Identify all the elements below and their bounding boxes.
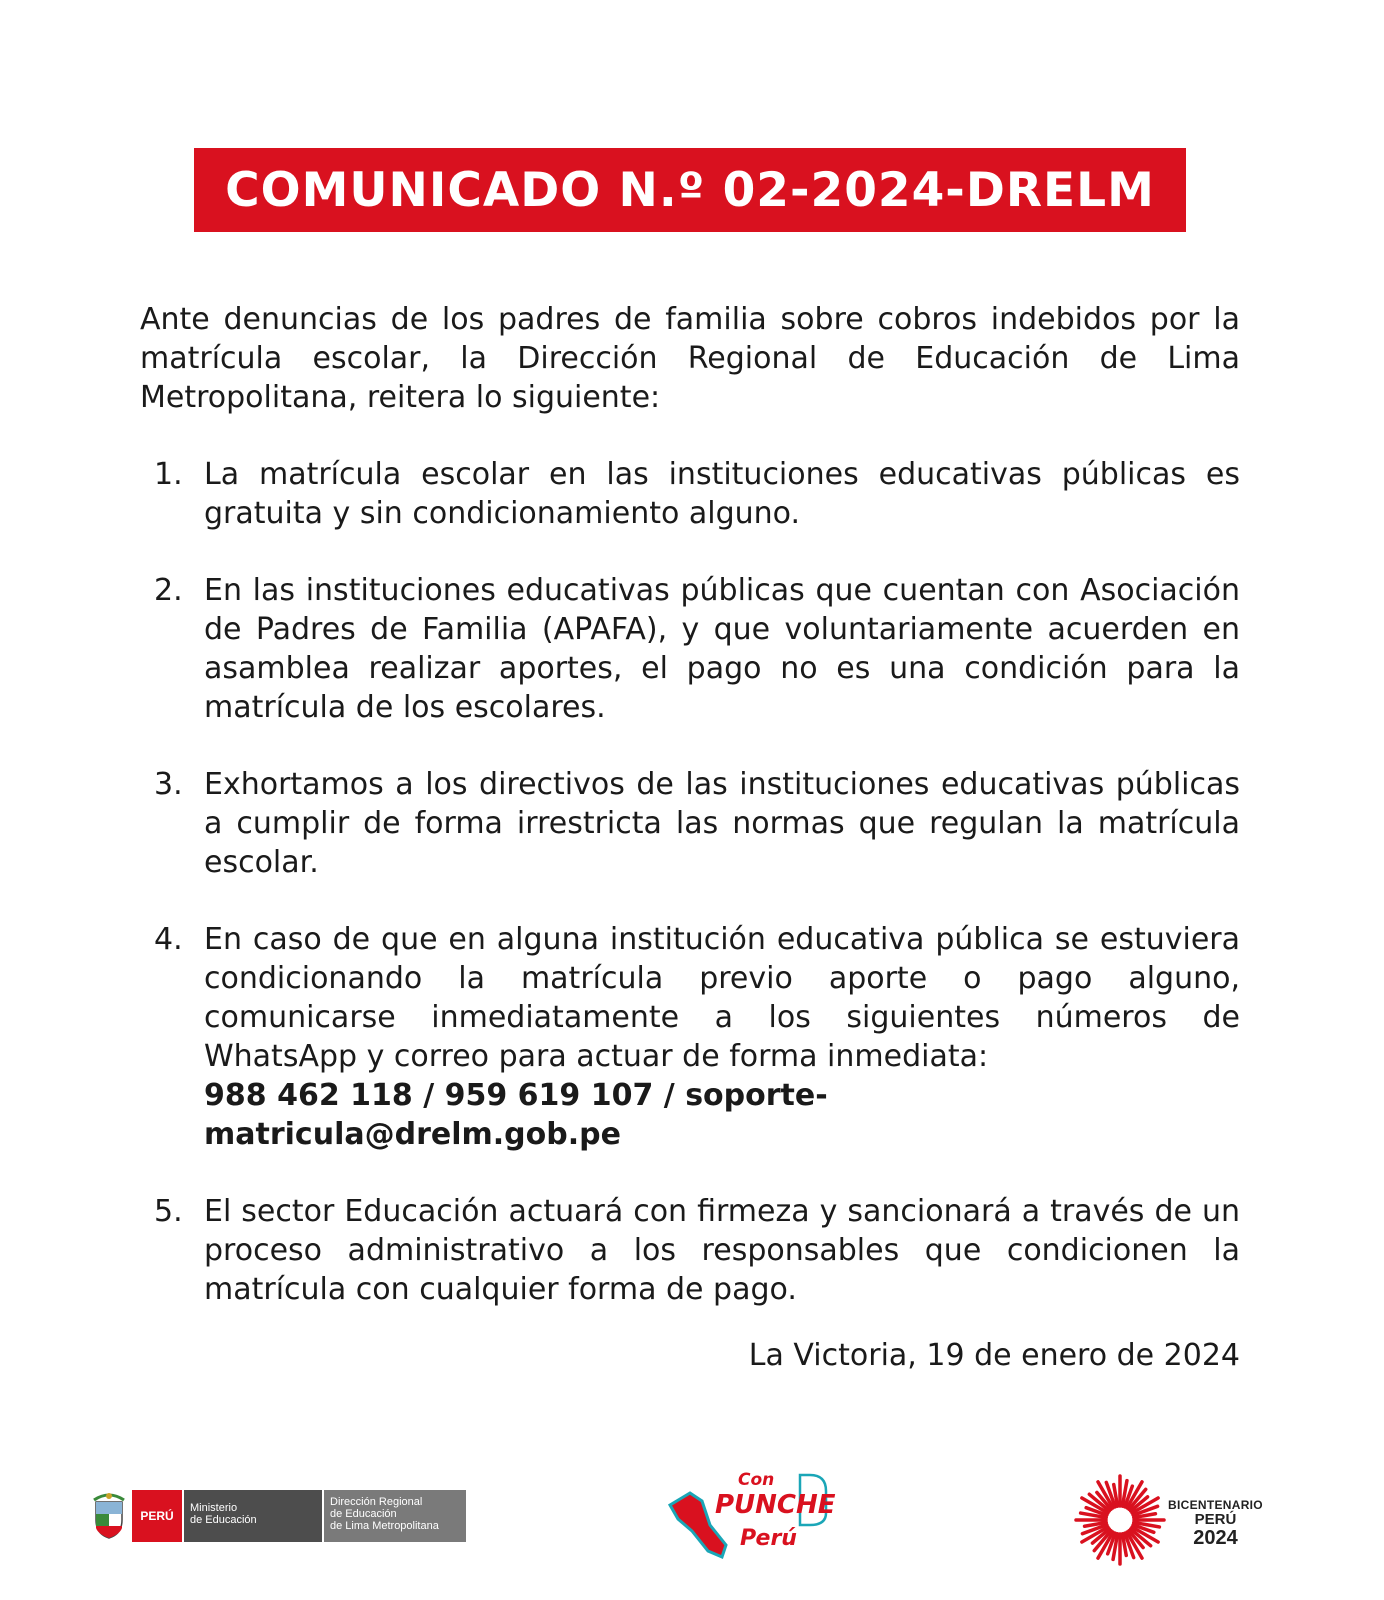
bicentenario-line: PERÚ bbox=[1194, 1511, 1237, 1528]
bicentenario-label bbox=[1168, 1498, 1263, 1548]
coat-of-arms-icon bbox=[90, 1490, 128, 1542]
punche-peru-text: Perú bbox=[740, 1526, 797, 1551]
ministry-line: de Educación bbox=[190, 1514, 257, 1526]
intro-paragraph: Ante denuncias de los padres de familia sobre cobros indebidos por la matrícula escolar, la Dirección Regional de Educación de Lima Metropolitana, reitera lo siguiente: bbox=[140, 302, 1240, 415]
point-item bbox=[140, 1192, 1240, 1309]
point-number: 4. bbox=[154, 922, 183, 957]
bicentenario-line: 2024 bbox=[1193, 1527, 1238, 1549]
point-item bbox=[140, 920, 1240, 1154]
ministry-line: Ministerio bbox=[190, 1502, 238, 1514]
peru-label: PERÚ bbox=[132, 1490, 182, 1542]
punche-main-text: PUNCHE bbox=[715, 1490, 836, 1520]
point-text: El sector Educación actuará con firmeza y sancionará a través de un proceso administrativo a los responsables que condicionen la matrícula con cualquier forma de pago. bbox=[204, 1194, 1240, 1307]
point-number: 1. bbox=[154, 457, 183, 492]
document-title bbox=[194, 148, 1186, 232]
point-item bbox=[140, 571, 1240, 727]
minedu-logo bbox=[90, 1490, 466, 1542]
point-text: En las instituciones educativas públicas que cuentan con Asociación de Padres de Familia (APAFA), y que voluntariamente acuerden en asamblea realizar aportes, el pago no es una condición para la matrícula de los escolares. bbox=[204, 573, 1240, 725]
drelm-line: de Lima Metropolitana bbox=[330, 1520, 439, 1532]
con-punche-peru-logo bbox=[660, 1465, 840, 1565]
point-number: 3. bbox=[154, 767, 183, 802]
bicentenario-line: BICENTENARIO bbox=[1168, 1498, 1263, 1512]
point-number: 2. bbox=[154, 573, 183, 608]
point-text: La matrícula escolar en las instituciones educativas públicas es gratuita y sin condicionamiento alguno. bbox=[204, 457, 1240, 531]
dateline: La Victoria, 19 de enero de 2024 bbox=[748, 1338, 1240, 1373]
point-number: 5. bbox=[154, 1194, 183, 1229]
contact-info: 988 462 118 / 959 619 107 / soporte-matricula@drelm.gob.pe bbox=[204, 1078, 828, 1152]
point-text: En caso de que en alguna institución educativa pública se estuviera condicionando la matrícula previo aporte o pago alguno, comunicarse inmediatamente a los siguientes números de WhatsApp y correo para actuar de forma inmediata: bbox=[204, 922, 1240, 1074]
drelm-line: Dirección Regional bbox=[330, 1496, 423, 1508]
points-list bbox=[140, 455, 1240, 1309]
point-item bbox=[140, 455, 1240, 533]
drelm-line: de Educación bbox=[330, 1508, 397, 1520]
point-item bbox=[140, 765, 1240, 882]
point-text: Exhortamos a los directivos de las instituciones educativas públicas a cumplir de forma irrestricta las normas que regulan la matrícula escolar. bbox=[204, 767, 1240, 880]
ministry-label bbox=[184, 1490, 322, 1542]
punche-con-text: Con bbox=[738, 1470, 775, 1490]
title-text: COMUNICADO N.º 02-2024-DRELM bbox=[225, 162, 1155, 218]
drelm-label bbox=[324, 1490, 466, 1542]
